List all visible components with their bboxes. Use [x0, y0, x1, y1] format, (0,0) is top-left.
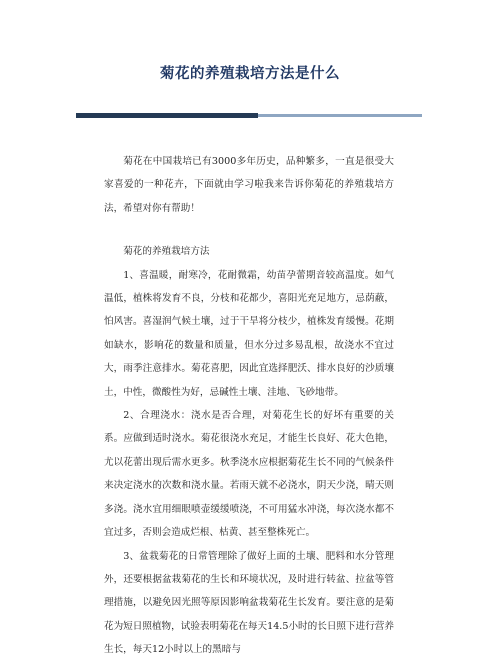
body-paragraph: 2、合理浇水：浇水是否合理，对菊花生长的好坏有重要的关系。应做到适时浇水。菊花很浇水充足，才能生长良好、花大色艳，尤以花蕾出现后需水更多。秋季浇水应根据菊花生长不同的气候条件来决定浇水的次数和浇水量。若雨天就不必浇水，阴天少浇，晴天则多浇。浇水宜用细眼喷壶缓缓喷浇，不可用猛水冲浇，每次浇水都不宜过多，否则会造成烂根、枯黄、甚至整株死亡。: [104, 410, 394, 539]
divider-light-segment: [258, 114, 422, 117]
body-paragraph: 1、喜温暖，耐寒冷，花耐微霜，幼苗孕蕾期音较高温度。如气温低，植株将发育不良，分枝和花都少，喜阳光充足地方，忌荫蔽，怕风害。喜湿润气候土壤，过于干旱将分枝少，植株发育缓慢。花期如缺水，影响花的数量和质量，但水分过多易乱根，故浇水不宜过大，雨季注意排水。菊花喜肥，因此宜选择肥沃、排水良好的沙质壤土，中性，微酸性为好，忌碱性土壤、洼地、飞砂地带。: [104, 269, 394, 398]
divider-dark-segment: [76, 113, 258, 118]
section-heading: 菊花的养殖栽培方法: [123, 246, 210, 258]
article-body: [104, 150, 394, 662]
title-divider: [76, 113, 422, 118]
intro-paragraph: 菊花在中国栽培已有3000多年历史，品种繁多，一直是很受大家喜爱的一种花卉，下面就由学习啦我来告诉你菊花的养殖栽培方法，希望对你有帮助！: [104, 156, 394, 214]
page-title: 菊花的养殖栽培方法是什么: [160, 66, 340, 82]
body-paragraph: 3、盆栽菊花的日常管理除了做好上面的土壤、肥料和水分管理外，还要根据盆栽菊花的生长和环境状况，及时进行转盆、拉盆等管理措施，以避免因光照等原因影响盆栽菊花生长发育。要注意的是菊花为短日照植物，试验表明菊花在每天14.5小时的长日照下进行营养生长，每天12小时以上的黑暗与: [104, 550, 394, 656]
